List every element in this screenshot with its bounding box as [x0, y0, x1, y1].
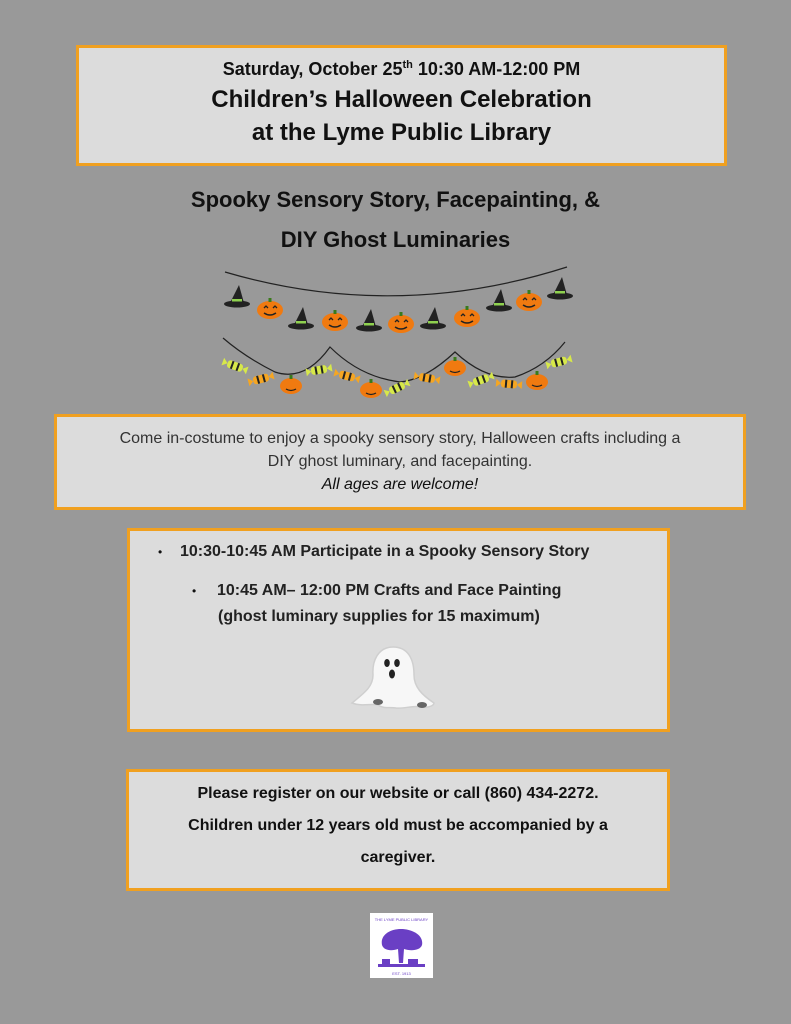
pumpkin-icon: [444, 357, 466, 376]
witch-hat-icon: [420, 307, 446, 330]
witch-hat-icon: [224, 285, 250, 308]
description-line-3: All ages are welcome!: [321, 476, 479, 493]
candy-icon: [333, 369, 360, 383]
description-line-2: DIY ghost luminary, and facepainting.: [267, 453, 533, 470]
pumpkin-icon: [360, 379, 382, 398]
tree-icon: [370, 921, 433, 973]
bullet-icon: •: [158, 545, 163, 559]
schedule-item-2: 10:45 AM– 12:00 PM Crafts and Face Painting: [217, 582, 562, 599]
pumpkin-icon: [388, 312, 414, 333]
register-line-2: Children under 12 years old must be accompanied by a: [188, 817, 608, 834]
pumpkin-icon: [322, 310, 348, 331]
logo-established: EST. 1913: [392, 971, 411, 976]
pumpkin-icon: [280, 375, 302, 394]
registration-box: [126, 769, 670, 891]
candy-icon: [306, 364, 333, 376]
candy-icon: [496, 379, 523, 389]
witch-hat-icon: [288, 307, 314, 330]
register-line-1: Please register on our website or call (860) 434-2272.: [197, 785, 599, 802]
description-line-1: Come in-costume to enjoy a spooky sensory story, Halloween crafts including a: [119, 430, 681, 447]
candy-icon: [545, 355, 572, 369]
pumpkin-icon: [516, 290, 542, 311]
logo-name: THE LYME PUBLIC LIBRARY: [374, 917, 429, 922]
pumpkin-icon: [526, 371, 548, 390]
halloween-garland: [215, 262, 575, 402]
pumpkin-icon: [257, 298, 283, 319]
library-logo: [370, 913, 433, 978]
subtitle-line-1: Spooky Sensory Story, Facepainting, &: [190, 187, 601, 212]
subtitle-line-2: DIY Ghost Luminaries: [280, 227, 511, 252]
candy-icon: [247, 372, 274, 386]
witch-hat-icon: [486, 289, 512, 312]
event-date: Saturday, October 25th 10:30 AM-12:00 PM: [222, 59, 581, 79]
header-box: [76, 45, 727, 166]
candy-icon: [221, 358, 248, 374]
schedule-item-2-note: (ghost luminary supplies for 15 maximum): [218, 608, 540, 625]
bullet-icon: •: [192, 584, 197, 598]
schedule-box: [127, 528, 670, 732]
title-line-1: Children’s Halloween Celebration: [211, 86, 592, 113]
schedule-item-1: 10:30-10:45 AM Participate in a Spooky Sensory Story: [180, 543, 590, 560]
register-line-3: caregiver.: [360, 849, 436, 866]
witch-hat-icon: [356, 309, 382, 332]
activities-subtitle: [0, 180, 791, 260]
description-box: [54, 414, 746, 510]
candy-icon: [467, 372, 494, 388]
title-line-2: at the Lyme Public Library: [251, 119, 552, 146]
ghost-icon: [348, 641, 438, 713]
pumpkin-icon: [454, 306, 480, 327]
witch-hat-icon: [547, 277, 573, 300]
event-title: [79, 83, 724, 149]
